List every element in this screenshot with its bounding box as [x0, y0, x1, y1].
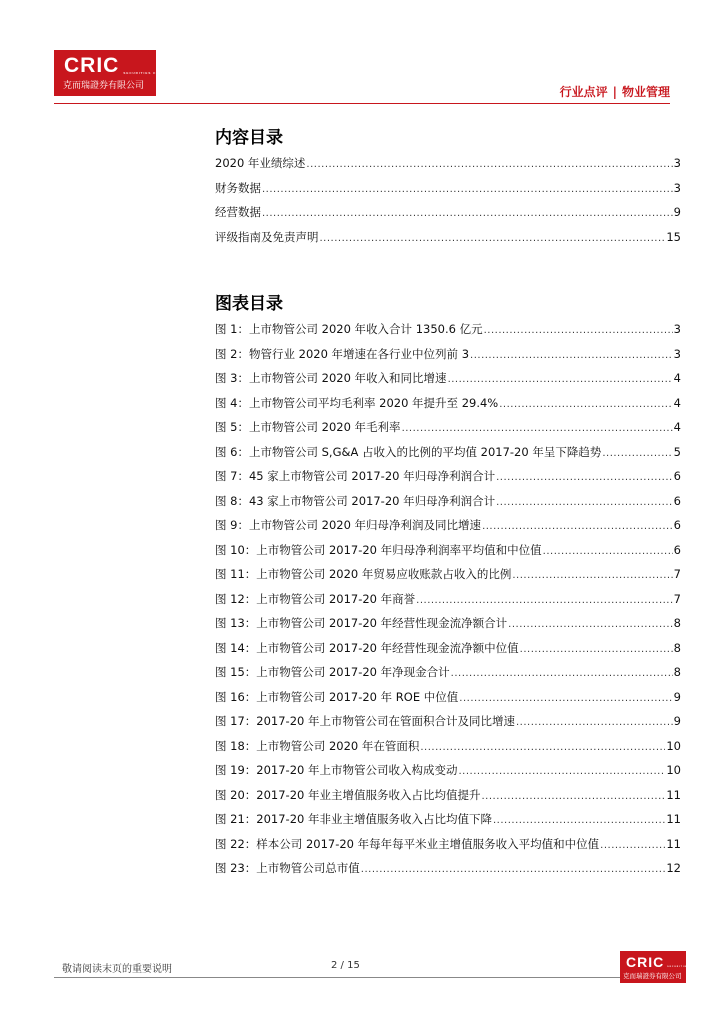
- toc-entry-title: 图 10：上市物管公司 2017-20 年归母净利润率平均值和中位值: [215, 542, 542, 557]
- toc-entry-page: 4: [673, 371, 681, 385]
- toc-entry[interactable]: [215, 784, 681, 809]
- toc-leader-dots: [470, 345, 673, 368]
- toc-entry-title: 图 6：上市物管公司 S,G&A 占收入的比例的平均值 2017-20 年呈下降趋势: [215, 444, 602, 459]
- toc-entry-title: 图 12：上市物管公司 2017-20 年商誉: [215, 591, 416, 606]
- toc-leader-dots: [516, 712, 673, 735]
- toc-entry-title: 图 4：上市物管公司平均毛利率 2020 年提升至 29.4%: [215, 395, 499, 410]
- toc-entry-page: 6: [673, 542, 681, 557]
- toc-entry-page: 3: [673, 346, 681, 361]
- toc-leader-dots: [361, 859, 666, 882]
- toc-entry[interactable]: [215, 441, 681, 466]
- header-divider: [54, 103, 670, 104]
- toc-entry-page: 10: [666, 763, 681, 777]
- toc-entry[interactable]: [215, 686, 681, 711]
- toc-leader-dots: [451, 663, 673, 686]
- toc-entry-page: 9: [673, 714, 681, 728]
- figures-title: 图表目录: [215, 294, 283, 314]
- toc-entry-title: 经营数据: [215, 205, 261, 219]
- toc-leader-dots: [320, 228, 666, 251]
- toc-leader-dots: [484, 320, 673, 343]
- footer-disclaimer-note: 敬请阅读末页的重要说明: [62, 964, 172, 975]
- toc-entry-page: 6: [673, 469, 681, 483]
- toc-entry[interactable]: [215, 392, 681, 417]
- toc-entry[interactable]: [215, 490, 681, 515]
- toc-leader-dots: [459, 761, 666, 784]
- toc-entry-title: 图 19：2017-20 年上市物管公司收入构成变动: [215, 763, 458, 777]
- toc-leader-dots: [306, 154, 672, 177]
- toc-entry[interactable]: [215, 343, 681, 368]
- logo-chinese-name: 克而瑞證券有限公司: [63, 80, 145, 91]
- toc-leader-dots: [402, 418, 673, 441]
- toc-entry[interactable]: [215, 367, 681, 392]
- toc-entry[interactable]: [215, 857, 681, 882]
- toc-entry-title: 财务数据: [215, 180, 261, 195]
- toc-entry-title: 图 5：上市物管公司 2020 年毛利率: [215, 420, 401, 434]
- toc-entry-title: 图 20：2017-20 年业主增值服务收入占比均值提升: [215, 787, 481, 802]
- toc-entry[interactable]: [215, 177, 681, 202]
- toc-entry-page: 10: [666, 738, 681, 753]
- contents-title: 内容目录: [215, 128, 283, 148]
- toc-entry[interactable]: [215, 588, 681, 613]
- logo-english-name: SECURITIES CO.,LTD: [123, 70, 172, 75]
- toc-entry[interactable]: [215, 661, 681, 686]
- toc-leader-dots: [448, 369, 673, 392]
- toc-entry-page: 12: [666, 861, 681, 875]
- toc-entry[interactable]: [215, 808, 681, 833]
- contents-list: [215, 152, 681, 250]
- toc-leader-dots: [262, 179, 673, 202]
- toc-entry-title: 图 14：上市物管公司 2017-20 年经营性现金流净额中位值: [215, 640, 519, 655]
- toc-entry-title: 图 7：45 家上市物管公司 2017-20 年归母净利润合计: [215, 469, 496, 483]
- toc-entry-page: 6: [673, 518, 681, 532]
- toc-entry[interactable]: [215, 612, 681, 637]
- toc-leader-dots: [262, 203, 673, 226]
- toc-entry[interactable]: [215, 539, 681, 564]
- toc-entry[interactable]: [215, 152, 681, 177]
- category-right: 物业管理: [621, 85, 670, 99]
- toc-entry-page: 3: [673, 322, 681, 336]
- toc-entry-page: 6: [673, 493, 681, 508]
- toc-entry[interactable]: [215, 514, 681, 539]
- toc-entry-title: 图 21：2017-20 年非业主增值服务收入占比均值下降: [215, 812, 492, 826]
- toc-entry-page: 11: [666, 787, 681, 802]
- toc-entry[interactable]: [215, 318, 681, 343]
- toc-entry-title: 图 3：上市物管公司 2020 年收入和同比增速: [215, 371, 447, 385]
- toc-leader-dots: [496, 492, 673, 515]
- toc-entry[interactable]: [215, 710, 681, 735]
- toc-entry-title: 图 13：上市物管公司 2017-20 年经营性现金流净额合计: [215, 616, 508, 630]
- toc-leader-dots: [496, 467, 673, 490]
- toc-entry-page: 3: [673, 180, 681, 195]
- toc-entry-page: 8: [673, 616, 681, 630]
- toc-entry-page: 8: [673, 665, 681, 679]
- toc-entry-title: 图 22：样本公司 2017-20 年每年每平米业主增值服务收入平均值和中位值: [215, 836, 600, 851]
- toc-entry[interactable]: [215, 416, 681, 441]
- toc-leader-dots: [482, 786, 666, 809]
- toc-entry[interactable]: [215, 735, 681, 760]
- toc-entry-page: 8: [673, 640, 681, 655]
- toc-entry-title: 图 23：上市物管公司总市值: [215, 861, 360, 875]
- toc-leader-dots: [600, 835, 665, 858]
- toc-entry-title: 图 17：2017-20 年上市物管公司在管面积合计及同比增速: [215, 714, 515, 728]
- toc-entry-page: 11: [666, 836, 681, 851]
- toc-leader-dots: [459, 688, 672, 711]
- page-number: 2 / 15: [331, 960, 360, 971]
- logo-wordmark: CRIC SECURITIES CO.,LTD: [64, 53, 172, 77]
- toc-entry[interactable]: [215, 201, 681, 226]
- toc-leader-dots: [493, 810, 665, 833]
- footer-logo-english-name: SECURITIES CO.,LTD: [667, 965, 706, 968]
- footer-divider: [54, 977, 670, 978]
- toc-entry-page: 11: [666, 812, 681, 826]
- toc-entry[interactable]: [215, 563, 681, 588]
- footer-logo-chinese-name: 克而瑞證券有限公司: [623, 971, 682, 980]
- toc-entry-title: 图 1：上市物管公司 2020 年收入合计 1350.6 亿元: [215, 322, 483, 336]
- toc-entry-page: 7: [673, 567, 681, 581]
- footer-logo-wordmark: CRIC SECURITIES CO.,LTD: [626, 953, 706, 970]
- toc-entry-title: 图 2：物管行业 2020 年增速在各行业中位列前 3: [215, 346, 470, 361]
- toc-leader-dots: [520, 639, 673, 662]
- toc-leader-dots: [416, 590, 673, 613]
- category-left: 行业点评: [559, 85, 608, 99]
- toc-entry-page: 5: [673, 444, 681, 459]
- toc-entry-page: 15: [666, 229, 681, 244]
- toc-entry-page: 9: [673, 689, 681, 704]
- footer-logo: [620, 951, 706, 983]
- toc-entry-title: 图 18：上市物管公司 2020 年在管面积: [215, 738, 420, 753]
- toc-entry-page: 4: [673, 395, 681, 410]
- toc-entry[interactable]: [215, 833, 681, 858]
- toc-entry-title: 图 15：上市物管公司 2017-20 年净现金合计: [215, 665, 450, 679]
- company-logo: [54, 50, 172, 96]
- toc-entry-title: 图 11：上市物管公司 2020 年贸易应收账款占收入的比例: [215, 567, 512, 581]
- toc-leader-dots: [602, 443, 672, 466]
- toc-entry[interactable]: [215, 759, 681, 784]
- toc-entry-page: 9: [673, 205, 681, 219]
- toc-entry-page: 7: [673, 591, 681, 606]
- toc-entry-title: 2020 年业绩综述: [215, 156, 306, 170]
- toc-leader-dots: [420, 737, 665, 760]
- toc-leader-dots: [508, 614, 673, 637]
- toc-entry[interactable]: [215, 465, 681, 490]
- toc-leader-dots: [543, 541, 673, 564]
- toc-entry-title: 图 9：上市物管公司 2020 年归母净利润及同比增速: [215, 518, 482, 532]
- toc-entry-title: 图 16：上市物管公司 2017-20 年 ROE 中位值: [215, 689, 459, 704]
- toc-entry-page: 4: [673, 420, 681, 434]
- toc-entry[interactable]: [215, 637, 681, 662]
- toc-entry[interactable]: [215, 226, 681, 251]
- toc-entry-title: 图 8：43 家上市物管公司 2017-20 年归母净利润合计: [215, 493, 496, 508]
- toc-leader-dots: [512, 565, 672, 588]
- figures-list: [215, 318, 681, 882]
- category-separator: |: [612, 85, 617, 99]
- toc-leader-dots: [482, 516, 673, 539]
- report-category: [560, 83, 670, 100]
- toc-entry-title: 评级指南及免责声明: [215, 229, 319, 244]
- toc-leader-dots: [499, 394, 672, 417]
- toc-entry-page: 3: [673, 156, 681, 170]
